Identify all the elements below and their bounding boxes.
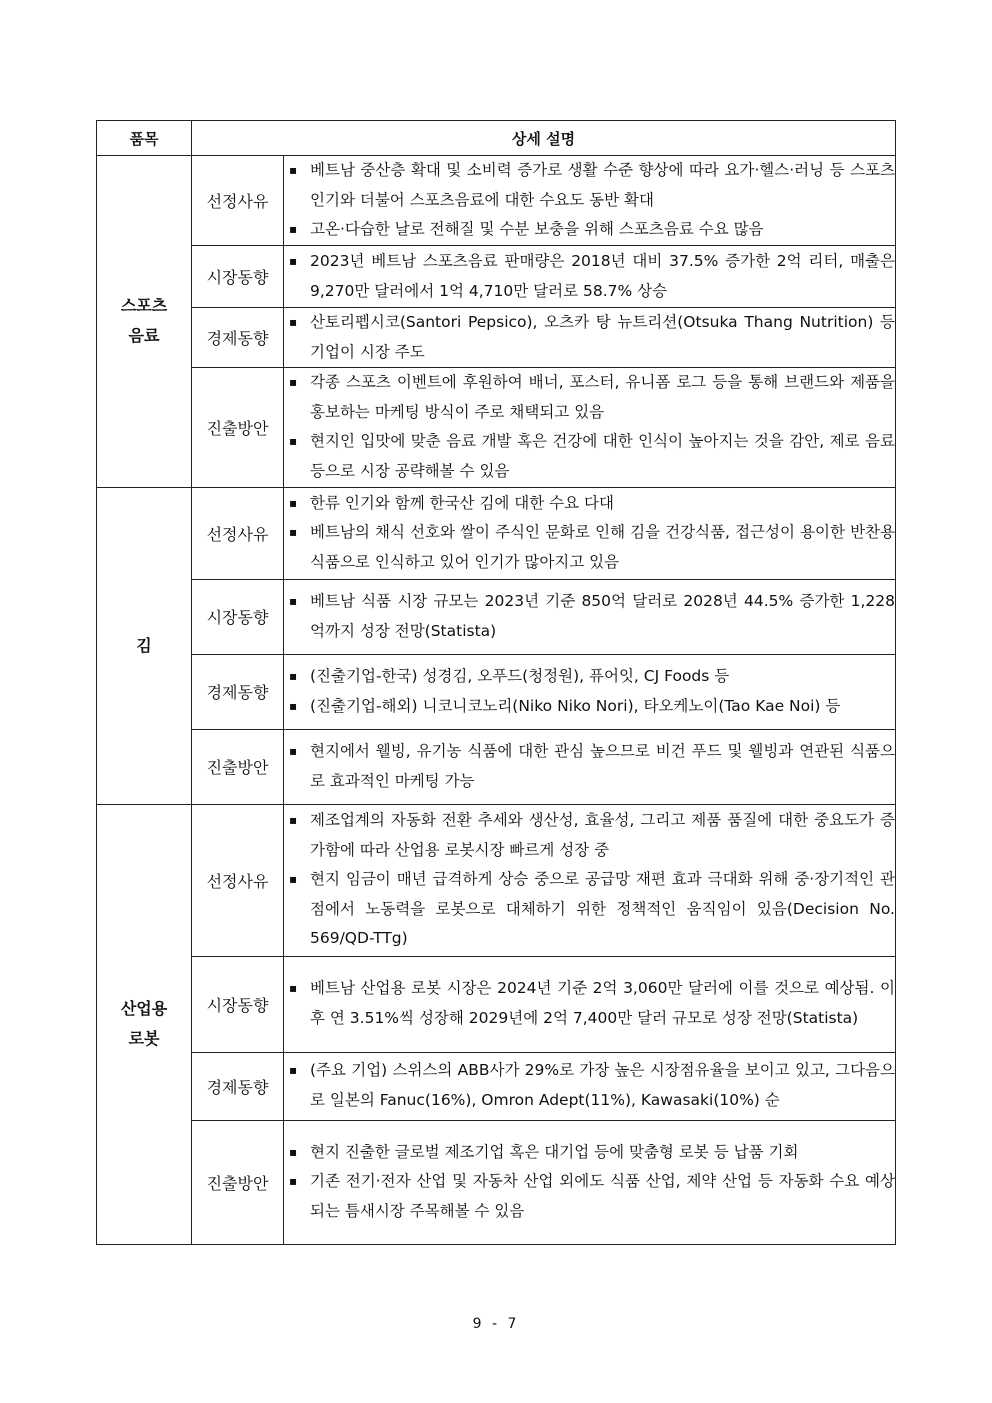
table-header-row xyxy=(97,121,896,156)
bullet-item: ▪ 고온·다습한 날로 전해질 및 수분 보충을 위해 스포츠음료 수요 많음 xyxy=(284,215,895,245)
table-row xyxy=(97,654,896,729)
category-label-cell: 진출방안 xyxy=(192,729,284,804)
category-label-cell: 시장동향 xyxy=(192,956,284,1052)
item-name-cell: 김 xyxy=(97,487,192,804)
description-cell xyxy=(284,246,896,308)
category-label-cell: 경제동향 xyxy=(192,1052,284,1120)
item-name-cell: 산업용 로봇 xyxy=(97,804,192,1244)
description-cell xyxy=(284,1052,896,1120)
bullet-item: ▪ 2023년 베트남 스포츠음료 판매량은 2018년 대비 37.5% 증가한 2억 리터, 매출은 9,270만 달러에서 1억 4,710만 달러로 58.7% 상승 xyxy=(284,247,895,306)
table-row xyxy=(97,729,896,804)
bullet-item: ▪ 베트남 중산층 확대 및 소비력 증가로 생활 수준 향상에 따라 요가·헬스·러닝 등 스포츠 인기와 더불어 스포츠음료에 대한 수요도 동반 확대 xyxy=(284,156,895,215)
bullet-item: ▪ (주요 기업) 스위스의 ABB사가 29%로 가장 높은 시장점유율을 보이고 있고, 그다음으로 일본의 Fanuc(16%), Omron Adept(11%), Kawasaki(10%) 순 xyxy=(284,1056,895,1115)
bullet-item: ▪ (진출기업-한국) 성경김, 오푸드(청정원), 퓨어잇, CJ Foods 등 xyxy=(284,662,895,692)
description-cell xyxy=(284,156,896,246)
bullet-item: ▪ 현지 진출한 글로벌 제조기업 혹은 대기업 등에 맞춤형 로봇 등 납품 기회 xyxy=(284,1138,895,1168)
category-label-cell: 진출방안 xyxy=(192,1120,284,1244)
category-label-cell: 선정사유 xyxy=(192,804,284,956)
product-detail-table xyxy=(96,120,896,1245)
category-label-cell: 경제동향 xyxy=(192,308,284,368)
bullet-item: ▪ 현지에서 웰빙, 유기농 식품에 대한 관심 높으므로 비건 푸드 및 웰빙과 연관된 식품으로 효과적인 마케팅 가능 xyxy=(284,737,895,796)
table-row xyxy=(97,156,896,246)
table-row xyxy=(97,1052,896,1120)
category-label-cell: 진출방안 xyxy=(192,368,284,487)
bullet-item: ▪ 현지 임금이 매년 급격하게 상승 중으로 공급망 재편 효과 극대화 위해 중·장기적인 관점에서 노동력을 로봇으로 대체하기 위한 정책적인 움직임이 있음(Decision No. 569/QD-TTg) xyxy=(284,865,895,954)
table-row xyxy=(97,804,896,956)
table-row xyxy=(97,368,896,487)
table-row xyxy=(97,246,896,308)
category-label-cell: 선정사유 xyxy=(192,487,284,579)
description-cell xyxy=(284,804,896,956)
category-label-cell: 경제동향 xyxy=(192,654,284,729)
description-cell xyxy=(284,654,896,729)
description-cell xyxy=(284,956,896,1052)
description-cell xyxy=(284,729,896,804)
table-row xyxy=(97,487,896,579)
category-label-cell: 시장동향 xyxy=(192,579,284,654)
bullet-item: ▪ (진출기업-해외) 니코니코노리(Niko Niko Nori), 타오케노이(Tao Kae Noi) 등 xyxy=(284,692,895,722)
description-cell xyxy=(284,579,896,654)
category-label-cell: 선정사유 xyxy=(192,156,284,246)
table-row xyxy=(97,956,896,1052)
bullet-item: ▪ 현지인 입맛에 맞춘 음료 개발 혹은 건강에 대한 인식이 높아지는 것을 감안, 제로 음료 등으로 시장 공략해볼 수 있음 xyxy=(284,427,895,486)
bullet-item: ▪ 기존 전기·전자 산업 및 자동차 산업 외에도 식품 산업, 제약 산업 등 자동화 수요 예상되는 틈새시장 주목해볼 수 있음 xyxy=(284,1167,895,1226)
bullet-item: ▪ 한류 인기와 함께 한국산 김에 대한 수요 다대 xyxy=(284,489,895,519)
description-cell xyxy=(284,368,896,487)
description-cell xyxy=(284,487,896,579)
table-row xyxy=(97,1120,896,1244)
bullet-item: ▪ 제조업계의 자동화 전환 추세와 생산성, 효율성, 그리고 제품 품질에 대한 중요도가 증가함에 따라 산업용 로봇시장 빠르게 성장 중 xyxy=(284,806,895,865)
table-row xyxy=(97,308,896,368)
bullet-item: ▪ 베트남의 채식 선호와 쌀이 주식인 문화로 인해 김을 건강식품, 접근성이 용이한 반찬용 식품으로 인식하고 있어 인기가 많아지고 있음 xyxy=(284,518,895,577)
description-cell xyxy=(284,308,896,368)
bullet-item: ▪ 산토리펩시코(Santori Pepsico), 오츠카 탕 뉴트리션(Otsuka Thang Nutrition) 등 기업이 시장 주도 xyxy=(284,308,895,367)
item-name-cell: 스포츠 음료 xyxy=(97,156,192,488)
bullet-item: ▪ 각종 스포츠 이벤트에 후원하여 배너, 포스터, 유니폼 로그 등을 통해 브랜드와 제품을 홍보하는 마케팅 방식이 주로 채택되고 있음 xyxy=(284,368,895,427)
bullet-item: ▪ 베트남 산업용 로봇 시장은 2024년 기준 2억 3,060만 달러에 이를 것으로 예상됨. 이후 연 3.51%씩 성장해 2029년에 2억 7,400만 달러 규모로 성장 전망(Statista) xyxy=(284,974,895,1033)
page-number: 9 - 7 xyxy=(472,1316,520,1332)
header-detail: 상세 설명 xyxy=(192,121,896,156)
header-item: 품목 xyxy=(97,121,192,156)
table-row xyxy=(97,579,896,654)
bullet-item: ▪ 베트남 식품 시장 규모는 2023년 기준 850억 달러로 2028년 44.5% 증가한 1,228억까지 성장 전망(Statista) xyxy=(284,587,895,646)
category-label-cell: 시장동향 xyxy=(192,246,284,308)
description-cell xyxy=(284,1120,896,1244)
